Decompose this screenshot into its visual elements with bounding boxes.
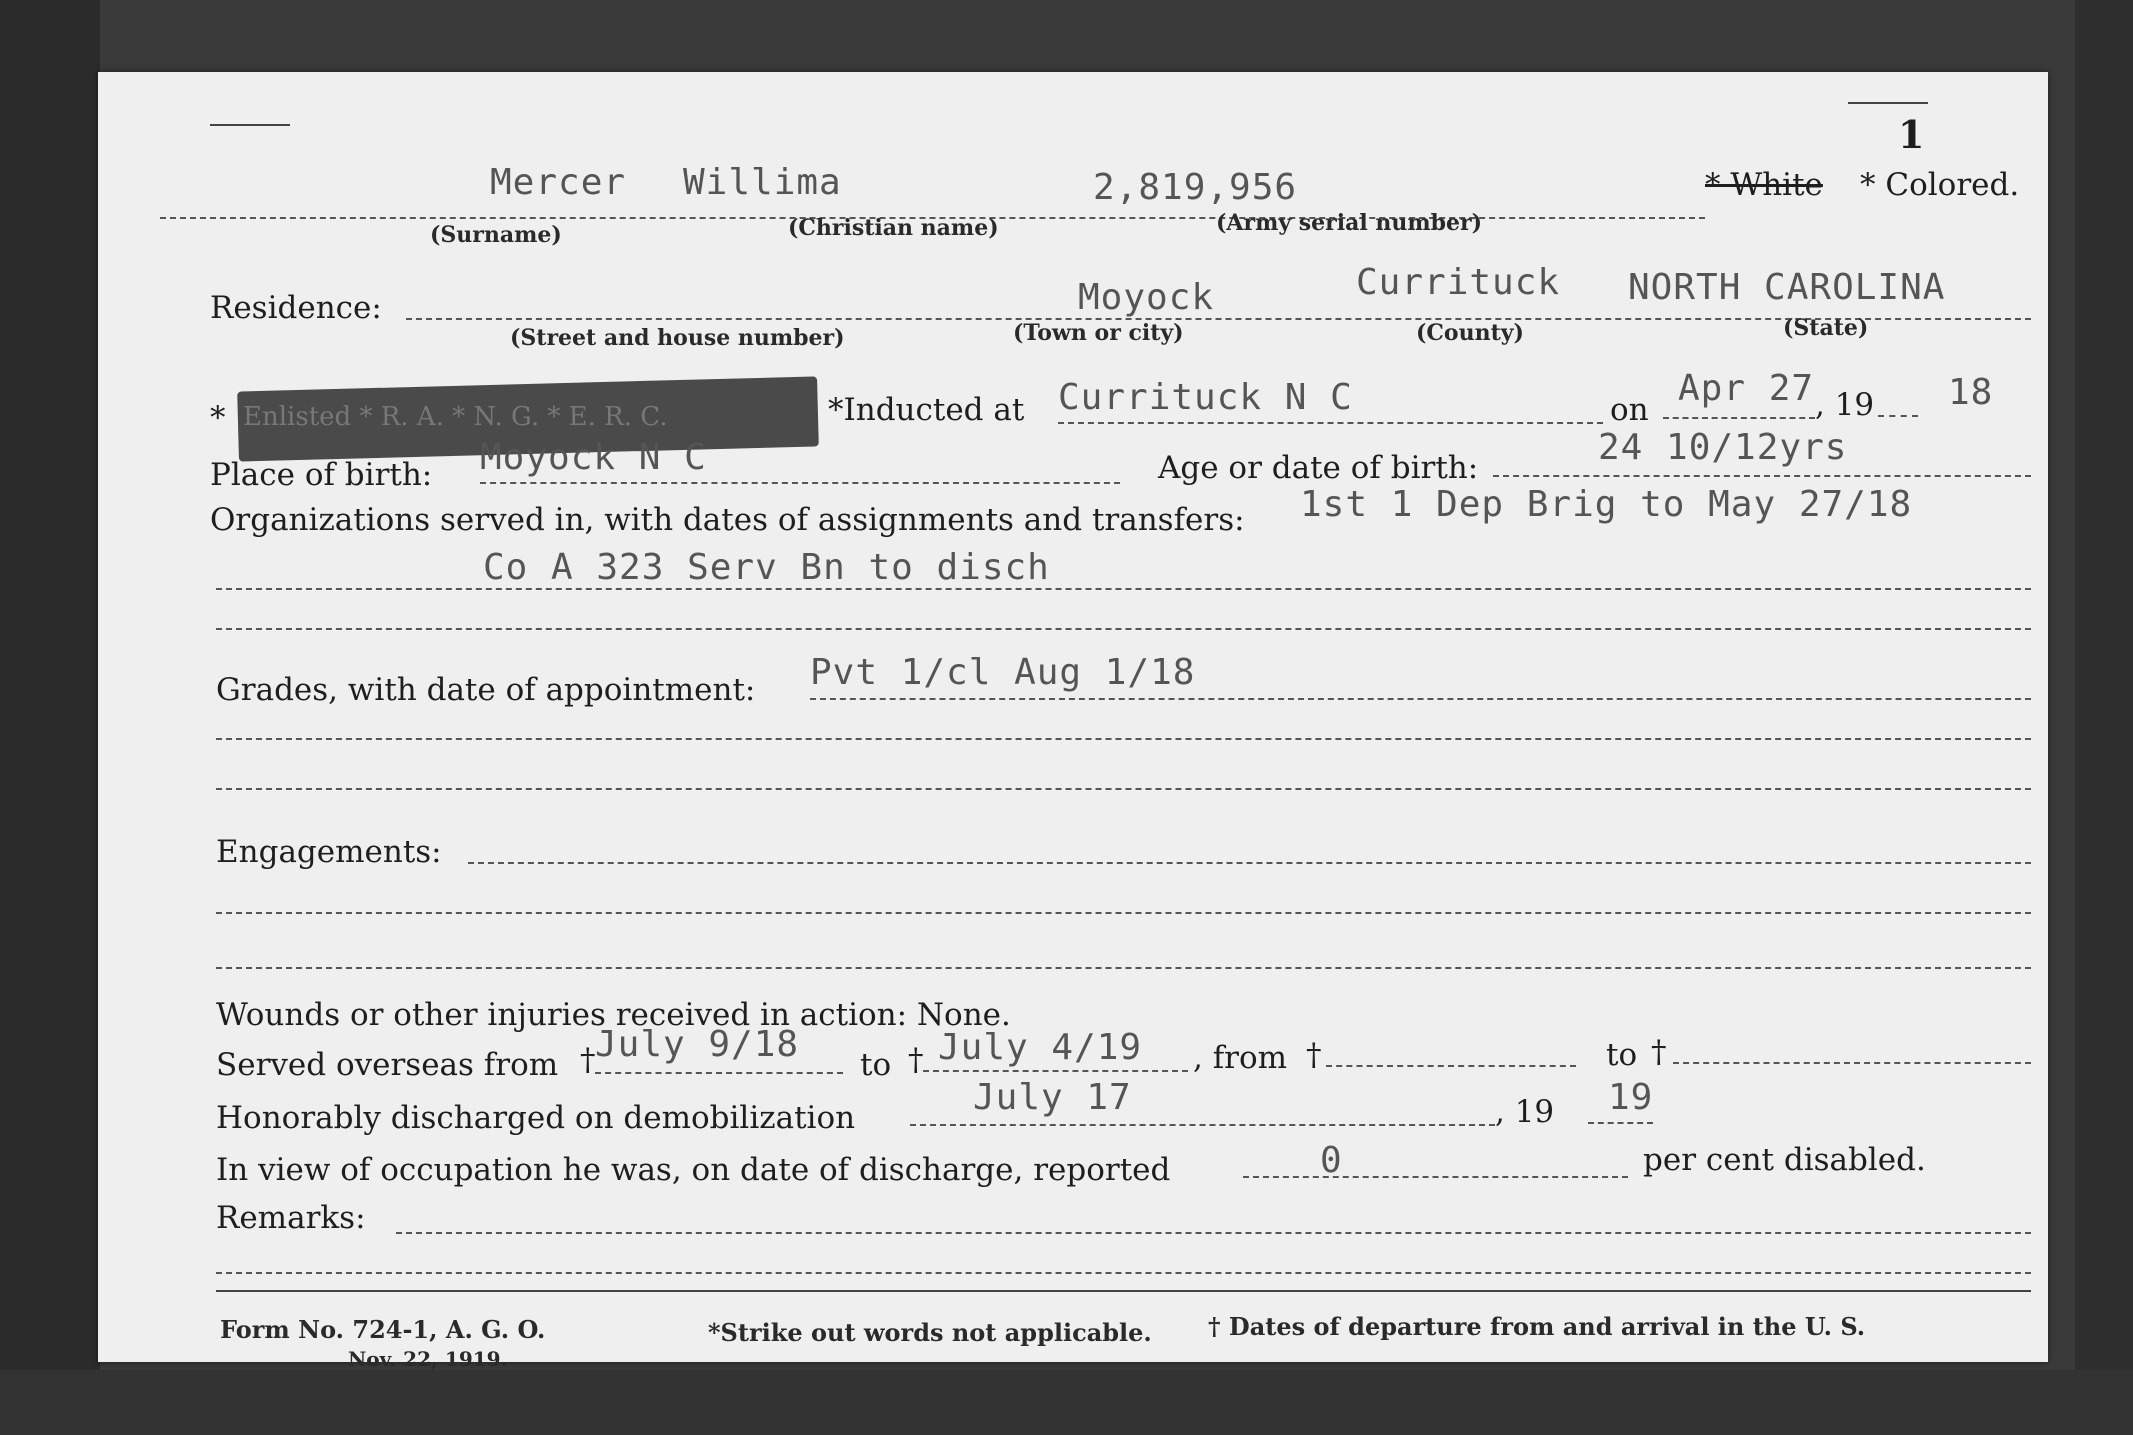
- form-date: Nov. 22, 1919.: [348, 1347, 508, 1371]
- overseas-dagger-3: †: [1306, 1037, 1322, 1073]
- wounds-label: Wounds or other injuries received in action: None.: [216, 997, 1011, 1033]
- discharge-year-prefix: , 19: [1495, 1094, 1555, 1130]
- race-white: * White: [1705, 167, 1823, 203]
- discharge-year: 19: [1608, 1077, 1654, 1118]
- serial-caption: (Army serial number): [1216, 210, 1483, 236]
- page-number: 1: [1898, 112, 1925, 157]
- engagements-line-c: [216, 967, 2031, 969]
- organizations-line2: Co A 323 Serv Bn to disch: [483, 547, 1050, 588]
- grades-line-b: [216, 738, 2031, 740]
- remarks-line-b: [216, 1272, 2031, 1274]
- overseas-to-label: to: [860, 1047, 892, 1083]
- grades-value: Pvt 1/cl Aug 1/18: [810, 652, 1196, 693]
- disability-value: 0: [1320, 1140, 1343, 1181]
- induction-date: Apr 27: [1678, 368, 1815, 409]
- birth-place-value: Moyock N C: [480, 437, 707, 478]
- overseas-from2-line: [1326, 1065, 1576, 1067]
- age-value: 24 10/12yrs: [1598, 427, 1848, 468]
- overseas-label: Served overseas from: [216, 1047, 559, 1083]
- disability-suffix: per cent disabled.: [1643, 1142, 1926, 1178]
- enlisted-asterisk: *: [210, 400, 226, 436]
- overseas-dagger-4: †: [1651, 1034, 1667, 1070]
- organizations-line-a: [216, 588, 2031, 590]
- discharge-label: Honorably discharged on demobilization: [216, 1100, 856, 1136]
- overseas-to-line: [923, 1070, 1188, 1072]
- residence-state: NORTH CAROLINA: [1628, 267, 1946, 308]
- form-number: Form No. 724-1, A. G. O.: [220, 1315, 546, 1344]
- discharge-year-line: [1588, 1122, 1653, 1124]
- overseas-to: July 4/19: [938, 1027, 1143, 1068]
- surname-caption: (Surname): [430, 222, 562, 248]
- organizations-line1: 1st 1 Dep Brig to May 27/18: [1300, 484, 1913, 525]
- residence-county: Currituck: [1356, 262, 1561, 303]
- discharge-date: July 17: [973, 1077, 1132, 1118]
- footnote-dates: † Dates of departure from and arrival in the U. S.: [1208, 1312, 1866, 1341]
- overseas-to2-line: [1673, 1062, 2031, 1064]
- engagements-label: Engagements:: [216, 834, 442, 870]
- inducted-label: *Inducted at: [828, 392, 1025, 428]
- engagements-line-a: [468, 862, 2031, 864]
- town-caption: (Town or city): [1013, 320, 1184, 346]
- overseas-from: July 9/18: [595, 1024, 800, 1065]
- residence-town: Moyock: [1078, 277, 1215, 318]
- overseas-dagger-2: †: [908, 1042, 924, 1078]
- discharge-date-line: [910, 1124, 1495, 1126]
- engagements-line-b: [216, 912, 2031, 914]
- age-label: Age or date of birth:: [1158, 450, 1479, 486]
- street-caption: (Street and house number): [510, 325, 845, 351]
- county-caption: (County): [1416, 320, 1524, 346]
- remarks-line-c: [216, 1290, 2031, 1292]
- service-record-card: [98, 72, 2048, 1371]
- organizations-line-b: [216, 628, 2031, 630]
- background-right: [2075, 0, 2133, 1435]
- christian-name-caption: (Christian name): [788, 215, 999, 241]
- state-caption: (State): [1783, 315, 1869, 341]
- enlisted-options: Enlisted * R. A. * N. G. * E. R. C.: [243, 402, 668, 432]
- organizations-label: Organizations served in, with dates of assignments and transfers:: [210, 502, 1245, 538]
- induction-year-line: [1878, 415, 1918, 417]
- induction-date-line: [1663, 417, 1815, 419]
- induction-year: 18: [1948, 372, 1994, 413]
- birth-place-line: [480, 482, 1120, 484]
- grades-label: Grades, with date of appointment:: [216, 672, 756, 708]
- overseas-to2-label: to: [1606, 1037, 1638, 1073]
- grades-line-a: [810, 698, 2031, 700]
- footnote-strike: *Strike out words not applicable.: [708, 1318, 1152, 1347]
- overseas-from-line: [595, 1072, 843, 1074]
- grades-line-c: [216, 788, 2031, 790]
- top-left-rule: [210, 124, 290, 126]
- serial-number-value: 2,819,956: [1093, 167, 1298, 208]
- background-left: [0, 0, 100, 1435]
- birth-place-label: Place of birth:: [210, 457, 433, 493]
- disability-line: [1243, 1176, 1628, 1178]
- remarks-line-a: [396, 1232, 2031, 1234]
- induction-year-prefix: , 19: [1815, 387, 1875, 423]
- top-right-rule: [1848, 102, 1928, 104]
- overseas-from2-label: , from: [1193, 1040, 1288, 1076]
- remarks-label: Remarks:: [216, 1200, 366, 1236]
- overseas-dagger-1: †: [580, 1042, 596, 1078]
- christian-name-value: Willima: [683, 162, 842, 203]
- surname-value: Mercer: [490, 162, 627, 203]
- background-bottom: [0, 1370, 2133, 1435]
- inducted-line: [1058, 422, 1603, 424]
- age-line: [1493, 475, 2031, 477]
- inducted-place: Currituck N C: [1058, 377, 1353, 418]
- residence-label: Residence:: [210, 290, 382, 326]
- race-colored: * Colored.: [1860, 167, 2020, 203]
- disability-label: In view of occupation he was, on date of discharge, reported: [216, 1152, 1171, 1188]
- on-label: on: [1610, 392, 1649, 428]
